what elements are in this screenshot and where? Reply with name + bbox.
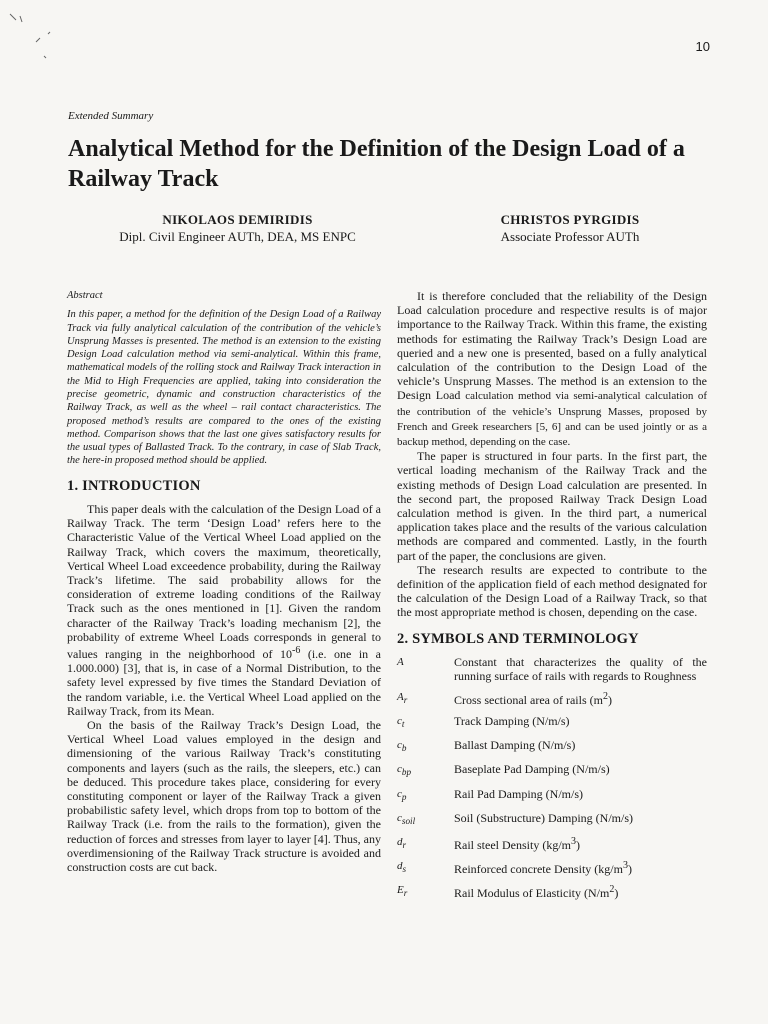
symbol-definition: Cross sectional area of rails $(m^2)$ xyxy=(454,690,612,707)
symbol: $c_{soil}$ xyxy=(397,811,416,826)
page-number: 10 xyxy=(695,39,710,54)
paper-title: Analytical Method for the Definition of the Design Load of a Railway Track xyxy=(68,136,685,192)
symbol: $c_b$ xyxy=(397,739,407,754)
symbol: $A_r$ xyxy=(397,690,408,706)
section-heading: 1. INTRODUCTION xyxy=(67,477,201,494)
author-name: CHRISTOS PYRGIDIS xyxy=(500,212,640,227)
symbol-definition: Reinforced concrete Density $(kg/m^3)$ xyxy=(454,860,632,877)
symbol: $E_r$ xyxy=(397,884,408,899)
abstract-label: Abstract xyxy=(67,290,103,301)
author-name: NIKOLAOS DEMIRIDIS xyxy=(162,212,313,227)
header-label: Extended Summary xyxy=(68,110,154,122)
section-heading: 2. SYMBOLS AND TERMINOLOGY xyxy=(397,630,639,647)
author-block xyxy=(100,211,375,245)
symbol-definition: Track Damping (N/m/s) xyxy=(454,714,570,729)
symbol-definition: Constant that characterizes the quality of the running surface of rails with regards to Roughness xyxy=(454,654,707,683)
symbols-table xyxy=(397,655,707,908)
symbol: $d_r$ xyxy=(397,836,407,851)
symbol-definition: Rail Pad Damping (N/m/s) xyxy=(454,786,583,801)
author-affiliation: Associate Professor AUTh xyxy=(500,229,640,244)
right-column xyxy=(397,289,707,908)
symbol-row xyxy=(397,811,707,835)
paragraph: The research results are expected to contribute to the definition of the application field of each method designated for the calculation of the Design Load of a Railway Track, so that the most appropriate method is chosen, depending on the case. xyxy=(397,562,707,620)
abstract-text: In this paper, a method for the definition of the Design Load of a Railway Track via fully analytical calculation of the contribution of the vehicle’s Unsprung Masses is presented. The method is an extension to the existing Design Load calculation method via semi-analytical. Within this frame, mathematical models of the rolling stock and Railway Track interaction in the Mid to High Frequencies are applied, taking into consideration the precise geometric, dynamic and construction characteristics of the Railway Track, as well as the wheel – rail contact characteristics. The proposed method’s results are compared to the ones of the existing method. Comparison shows that the last one gives satisfactory results for the usual types of Ballasted Track. To the contrary, in case of Slab Track, the here-in proposed method should be applied. xyxy=(67,309,381,467)
symbol-row xyxy=(397,690,707,714)
symbol-definition: Soil (Substructure) Damping (N/m/s) xyxy=(454,810,633,825)
left-column xyxy=(67,289,381,874)
symbol-row xyxy=(397,655,707,690)
symbol-row xyxy=(397,859,707,883)
symbol: A xyxy=(397,655,404,668)
paragraph: The paper is structured in four parts. In the first part, the vertical loading mechanism of the Railway Track and the existing methods of Design Load calculation are presented. In the second part, the proposed Railway Track Design Load calculation method is given. In the third part, a numerical application takes place and the results of the various calculation methods are compared and commented. Lastly, in the fourth part of the paper, the conclusions are given. xyxy=(397,449,707,563)
scan-speck-icon xyxy=(8,12,68,62)
symbol: $c_p$ xyxy=(397,787,407,802)
symbol-row xyxy=(397,762,707,786)
symbol-definition: Baseplate Pad Damping (N/m/s) xyxy=(454,762,610,777)
paragraph: This paper deals with the calculation of the Design Load of a Railway Track. The term ‘Design Load’ refers here to the Characteristic Value of the Vertical Wheel Load applied on the Railway Track, which covers the maximum, theoretically, Vertical Wheel Load exceedence probability, during the Railway Track’s lifetime. The said probability allows for the consideration of extreme loading conditions of the Railway Track such as the ones mentioned in [1]. Given the random character of the Railway Track’s loading mechanism [2], the probability of extreme Wheel Loads corresponds in general to values ranging in the neighborhood of $10^{-6}$ (i.e. one in a 1.000.000) [3], that is, in case of a Normal Distribution, to the safety level expressed by five times the Standard Deviation of the random variable, i.e. the Vertical Wheel Load applied on the Railway Track, from its Mean. xyxy=(67,501,381,718)
symbol: $c_{bp}$ xyxy=(397,763,412,778)
symbol-row xyxy=(397,714,707,738)
symbol-row xyxy=(397,738,707,762)
paragraph: It is therefore concluded that the reliability of the Design Load calculation procedure and respective results is of major importance to the Railway Track. Within this frame, the existing methods for estimating the Railway Track’s Design Load are queried and a new one is presented, based on a fully analytical calculation of the contribution to the Design Load of the vehicle’s Unsprung Masses. The method is an extension to the Design Load calculation method via semi-analytical calculation of the contribution of the vehicle’s Unsprung Masses, proposed by French and Greek researchers [5, 6] and can be used jointly or as a backup method, depending on the case. xyxy=(397,289,708,449)
symbol: $c_t$ xyxy=(397,715,405,730)
symbol: $d_s$ xyxy=(397,860,407,875)
symbol-row xyxy=(397,787,707,811)
symbol-definition: Rail steel Density $(kg/m^3)$ xyxy=(454,836,580,852)
author-block xyxy=(470,211,670,245)
symbol-definition: Rail Modulus of Elasticity $(N/m^2)$ xyxy=(454,884,619,901)
symbol-row xyxy=(397,835,707,859)
symbol-row xyxy=(397,883,707,907)
symbol-definition: Ballast Damping (N/m/s) xyxy=(454,738,576,753)
author-affiliation: Dipl. Civil Engineer AUTh, DEA, MS ENPC xyxy=(119,229,356,244)
paragraph: On the basis of the Railway Track’s Design Load, the Vertical Wheel Load values employed in the design and dimensioning of the various Railway Track’s constituting components and layers (such as the rails, the sleepers, etc.) can be deduced. This procedure takes place, considering for every constituting component or layer of the Railway Track a given probabilistic safety level, which drops from top to bottom of the Railway Track (i.e. from the rails to the formation), given the reduction of forces and stresses from layer to layer [4]. Thus, any overdimensioning of the Railway Track structure is avoided and construction costs are cut back. xyxy=(67,718,381,875)
